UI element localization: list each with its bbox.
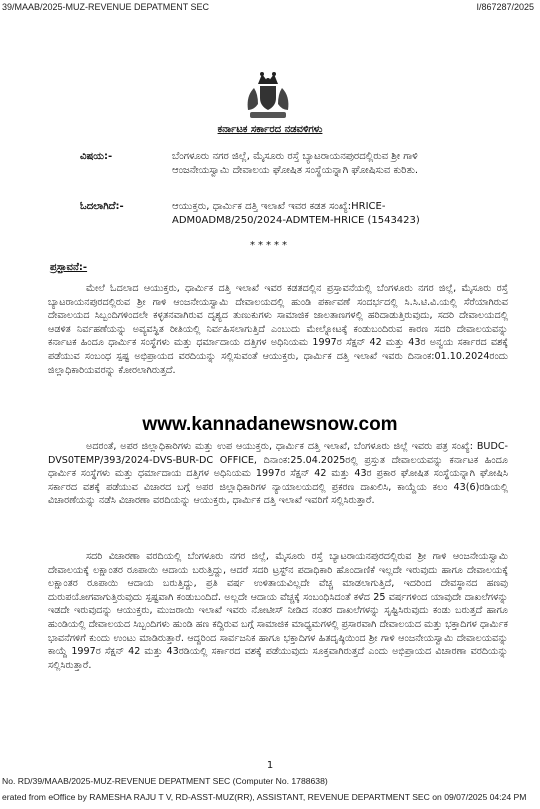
paragraph-1: ಮೇಲೆ ಓದಲಾದ ಆಯುಕ್ತರು, ಧಾರ್ಮಿಕ ದತ್ತಿ ಇಲಾಖೆ ಇವರ ಕಡತದಲ್ಲಿನ ಪ್ರಸ್ತಾವನೆಯಲ್ಲಿ ಬೆಂಗಳೂರು ನಗರ ಜಿಲ್ಲೆ, ಮೈಸೂರು ರಸ್ತೆ ಬ್ಯಾಟರಾಯನಪುರದಲ್ಲಿರುವ ಶ್ರೀ ಗಾಳಿ ಆಂಜನೇಯಸ್ವಾಮಿ ದೇವಾಲಯದಲ್ಲಿ ಹುಂಡಿ ಪರ್ಕಾವಣೆ ಸಂದರ್ಭದಲ್ಲಿ ಸಿ.ಸಿ.ಟಿ.ವಿ.ಯಲ್ಲಿ ಸೆರೆಯಾಗಿರುವ ದೇವಾಲಯದ ಸಿಬ್ಬಂದಿಗಳಿಂದಲೇ ಕಳ್ಳತನವಾಗಿರುವ ದೃಶ್ಯದ ತುಣುಕುಗಳು ಸಾಮಾಜಿಕ ಜಾಲತಾಣಗಳಲ್ಲಿ ಹರಿದಾಡುತ್ತಿರುವುದು, ಸದರಿ ದೇವಾಲಯದಲ್ಲಿ ಆಡಳಿತ ನಿರ್ವಹಣೆಯನ್ನು ಅವ್ಯವಸ್ಥಿತ ರೀತಿಯಲ್ಲಿ ನಿರ್ವಹಿಸಲಾಗುತ್ತಿದೆ ಎಂಬುದು ಮೇಲ್ನೋಟಕ್ಕೆ ಕಂಡುಬಂದಿರುವ ಕಾರಣ ಸದರಿ ದೇವಾಲಯವನ್ನು ಕರ್ನಾಟಕ ಹಿಂದೂ ಧಾರ್ಮಿಕ ಸಂಸ್ಥೆಗಳು ಮತ್ತು ಧರ್ಮಾದಾಯ ದತ್ತಿಗಳ ಅಧಿನಿಯಮ 1997ರ ಸೆಕ್ಷನ್ 42 ಮತ್ತು 43ರ ಅನ್ವಯ ಸರ್ಕಾರದ ವಶಕ್ಕೆ ಪಡೆಯುವ ಸಂಬಂಧ ಸ್ಪಷ್ಟ ಅಭಿಪ್ರಾಯದ ವರದಿಯನ್ನು ಸಲ್ಲಿಸುವಂತೆ ಆಯುಕ್ತರು, ಧಾರ್ಮಿಕ ದತ್ತಿ ಇಲಾಖೆ ಇವರು ದಿನಾಂಕ:01.10.2024ರಂದು ಜಿಲ್ಲಾಧಿಕಾರಿಯವರನ್ನು ಕೋರಲಾಗಿರುತ್ತದೆ. (48, 283, 508, 376)
subject-text: ಬೆಂಗಳೂರು ನಗರ ಜಿಲ್ಲೆ, ಮೈಸೂರು ರಸ್ತೆ ಬ್ಯಾಟರಾಯನಪುರದಲ್ಲಿರುವ ಶ್ರೀ ಗಾಳಿ ಆಂಜನೇಯಸ್ವಾಮಿ ದೇವಾಲಯ ಘೋಷಿತ ಸಂಸ್ಥೆಯನ್ನಾಗಿ ಘೋಷಿಸುವ ಕುರಿತು. (172, 151, 419, 176)
paragraph-2: ಅದರಂತೆ, ಅಪರ ಜಿಲ್ಲಾಧಿಕಾರಿಗಳು ಮತ್ತು ಉಪ ಆಯುಕ್ತರು, ಧಾರ್ಮಿಕ ದತ್ತಿ ಇಲಾಖೆ, ಬೆಂಗಳೂರು ಜಿಲ್ಲೆ ಇವರು ಪತ್ರ ಸಂಖ್ಯೆ: BUDC-DVS0TEMP/393/2024-DVS-BUR-DC OFFICE, ದಿನಾಂಕ:25.04.2025ರಲ್ಲಿ ಪ್ರಸ್ತುತ ದೇವಾಲಯವನ್ನು ಕರ್ನಾಟಕ ಹಿಂದೂ ಧಾರ್ಮಿಕ ಸಂಸ್ಥೆಗಳು ಮತ್ತು ಧರ್ಮಾದಾಯ ದತ್ತಿಗಳ ಅಧಿನಿಯಮ 1997ರ ಸೆಕ್ಷನ್ 42 ಮತ್ತು 43ರ ಪ್ರಕಾರ ಘೋಷಿತ ಸಂಸ್ಥೆಯನ್ನಾಗಿ ಘೋಷಿಸಿ ಸರ್ಕಾರದ ವಶಕ್ಕೆ ಪಡೆಯುವ ವಿಚಾರದ ಬಗ್ಗೆ ಅಪರ ಜಿಲ್ಲಾಧಿಕಾರಿಗಳ ನ್ಯಾಯಾಲಯದಲ್ಲಿ ಪ್ರಕರಣ ದಾಖಲಿಸಿ, ಕಾಯ್ದೆಯ ಕಲಂ 43(6)ರಡಿಯಲ್ಲಿ ವಿಚಾರಣೆಯನ್ನು ನಡೆಸಿ ವಿಚಾರಣಾ ವರದಿಯನ್ನು ಆಯುಕ್ತರು, ಧಾರ್ಮಿಕ ದತ್ತಿ ಇಲಾಖೆ ಇವರಿಗೆ ಸಲ್ಲಿಸಿರುತ್ತಾರೆ. (48, 441, 508, 507)
footer-file-line: No. RD/39/MAAB/2025-MUZ-REVENUE DEPATMENT SEC (Computer No. 1788638) (2, 776, 328, 786)
file-reference-header: 39/MAAB/2025-MUZ-REVENUE DEPATMENT SEC (2, 2, 210, 12)
separator-stars: ***** (250, 240, 290, 251)
paragraph-3: ಸದರಿ ವಿಚಾರಣಾ ವರದಿಯಲ್ಲಿ ಬೆಂಗಳೂರು ನಗರ ಜಿಲ್ಲೆ, ಮೈಸೂರು ರಸ್ತೆ ಬ್ಯಾಟರಾಯನಪುರದಲ್ಲಿರುವ ಶ್ರೀ ಗಾಳಿ ಆಂಜನೇಯಸ್ವಾಮಿ ದೇವಾಲಯಕ್ಕೆ ಲಕ್ಷಾಂತರ ರೂಪಾಯಿ ಆದಾಯ ಬರುತ್ತಿದ್ದು, ಆದರೆ ಸದರಿ ಟ್ರಸ್ಟ್‌ನ ಪದಾಧಿಕಾರಿ ಹೊಂದಾಣಿಕೆ ಇಲ್ಲದೇ ಇರುವುದು ಹಾಗೂ ದೇವಾಲಯಕ್ಕೆ ಲಕ್ಷಾಂತರ ರೂಪಾಯಿ ಆದಾಯ ಬರುತ್ತಿದ್ದು, ಪ್ರತಿ ವರ್ಷ ಉಳಿತಾಯವಿಲ್ಲದೇ ವೆಚ್ಚ ಮಾಡಲಾಗುತ್ತಿದೆ, ಇದರಿಂದ ದೇವಸ್ಥಾನದ ಹಣವು ದುರುಪಯೋಗವಾಗುತ್ತಿರುವುದು ಸ್ಪಷ್ಟವಾಗಿ ಕಂಡುಬಂದಿದೆ. ಅಲ್ಲದೇ ಆದಾಯ ವೆಚ್ಚಕ್ಕೆ ಸಂಬಂಧಿಸಿದಂತೆ ಕಳೆದ 25 ವರ್ಷಗಳಿಂದ ಯಾವುದೇ ದಾಖಲೆಗಳನ್ನು ಇಡದೇ ಇರುವುದನ್ನು ಆಯುಕ್ತರು, ಮುಜರಾಯಿ ಇಲಾಖೆ ಇವರು ನೋಟೀಸ್ ನೀಡಿದ ನಂತರ ದಾಖಲೆಗಳನ್ನು ಸೃಷ್ಟಿಸಿರುವುದು ಕಂಡು ಬರುತ್ತದೆ ಹಾಗೂ ಹುಂಡಿಯಲ್ಲಿ ದೇವಾಲಯದ ಸಿಬ್ಬಂದಿಗಳು ಹುಂಡಿ ಹಣ ಕದ್ದಿರುವ ಬಗ್ಗೆ ಸಾಮಾಜಿಕ ಮಾಧ್ಯಮಗಳಲ್ಲಿ ಪ್ರಸಾರವಾಗಿ ದೇವಾಲಯದ ಮತ್ತು ಭಕ್ತಾದಿಗಳ ಧಾರ್ಮಿಕ ಭಾವನೆಗಳಿಗೆ ಕುಂದು ಉಂಟು ಮಾಡಿರುತ್ತಾರೆ. ಆದ್ದರಿಂದ ಸಾರ್ವಜನಿಕ ಹಾಗೂ ಭಕ್ತಾದಿಗಳ ಹಿತದೃಷ್ಠಿಯಿಂದ ಶ್ರೀ ಗಾಳಿ ಆಂಜನೇಯಸ್ವಾಮಿ ದೇವಾಲಯವನ್ನು ಕಾಯ್ದೆ 1997ರ ಸೆಕ್ಷನ್ 42 ಮತ್ತು 43ರಡಿಯಲ್ಲಿ ಸರ್ಕಾರದ ವಶಕ್ಕೆ ಪಡೆಯುವುದು ಸೂಕ್ತವಾಗಿರುತ್ತದೆ ಎಂದು ಅಭಿಪ್ರಾಯದ ವಿಚಾರಣಾ ವರದಿಯನ್ನು ಸಲ್ಲಿಸಿರುತ್ತಾರೆ. (48, 551, 508, 671)
website-watermark: www.kannadanewsnow.com (142, 414, 398, 435)
subject-label: ವಿಷಯ:- (80, 151, 113, 162)
footer-generated-line: erated from eOffice by RAMESHA RAJU T V, RD-ASST-MUZ(RR), ASSISTANT, REVENUE DEPARTMENT SEC on 09/07/2025 04:24 PM (2, 792, 527, 802)
preamble-heading: ಪ್ರಸ್ತಾವನೆ:- (50, 262, 88, 273)
document-number: I/867287/2025 (476, 2, 534, 12)
page-number: 1 (266, 760, 274, 771)
karnataka-emblem-icon (240, 70, 296, 122)
reference-text: ಆಯುಕ್ತರು, ಧಾರ್ಮಿಕ ದತ್ತಿ ಇಲಾಖೆ ಇವರ ಕಡತ ಸಂಖ್ಯೆ:HRICE-ADM0ADM8/250/2024-ADMTEM-HRICE (1543423) (172, 201, 420, 226)
reference-label: ಓದಲಾಗಿದೆ:- (80, 201, 124, 212)
department-title: ಕರ್ನಾಟಕ ಸರ್ಕಾರದ ನಡವಳಿಗಳು (217, 124, 323, 135)
